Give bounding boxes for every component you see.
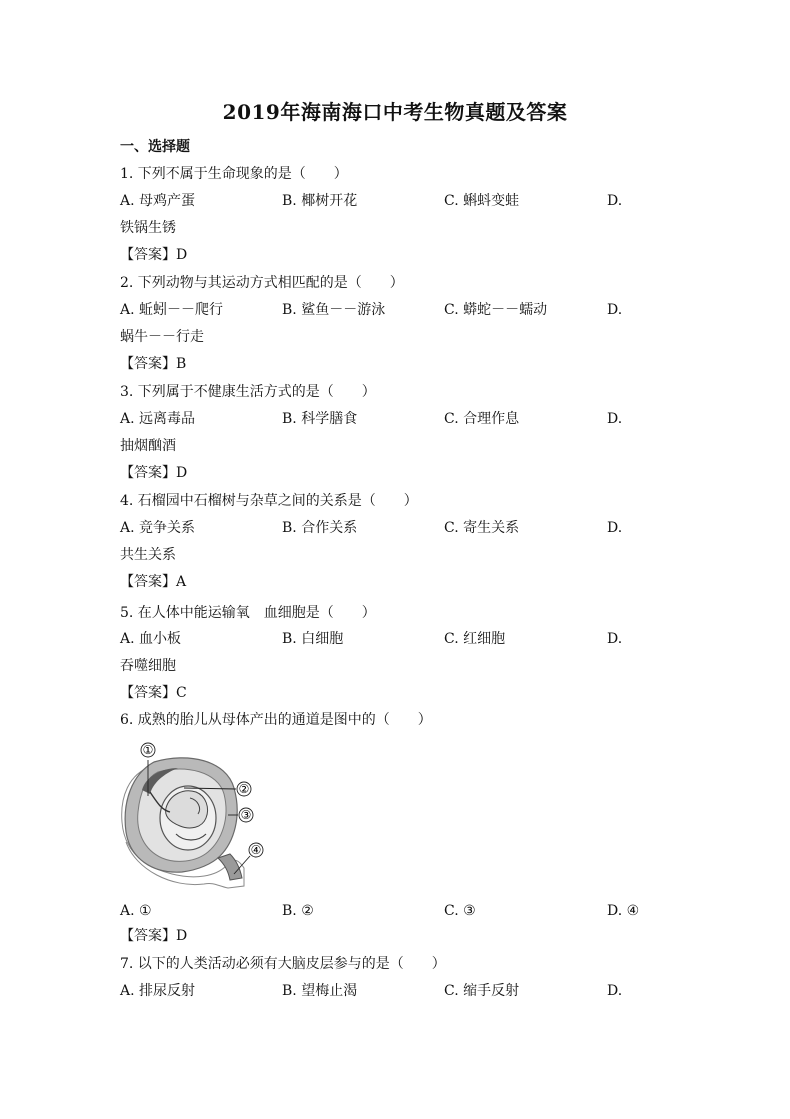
question-stem: 7. 以下的人类活动必须有大脑皮层参与的是（ ） xyxy=(120,956,446,972)
label-4: ④ xyxy=(250,843,262,857)
option-c: C. 红细胞 xyxy=(444,631,506,647)
option-d-text: 抽烟酗酒 xyxy=(120,438,176,454)
option-a: A. ① xyxy=(120,903,152,919)
option-d: D. xyxy=(607,193,623,209)
question-stem: 1. 下列不属于生命现象的是（ ） xyxy=(120,166,348,182)
option-b: B. ② xyxy=(282,903,314,919)
birth-canal xyxy=(218,854,242,880)
option-a: A. 血小板 xyxy=(120,631,182,647)
option-d: D. xyxy=(607,411,623,427)
label-2: ② xyxy=(238,782,250,796)
answer: 【答案】D xyxy=(120,247,188,263)
option-d: D. xyxy=(607,983,623,999)
option-c: C. 缩手反射 xyxy=(444,983,520,999)
answer: 【答案】D xyxy=(120,928,188,944)
option-d-text: 铁锅生锈 xyxy=(120,220,176,236)
option-d-text: 吞噬细胞 xyxy=(120,658,176,674)
question-stem: 4. 石榴园中石榴树与杂草之间的关系是（ ） xyxy=(120,493,418,509)
section-heading: 一、选择题 xyxy=(120,139,190,155)
option-d: D. xyxy=(607,520,623,536)
question-stem: 2. 下列动物与其运动方式相匹配的是（ ） xyxy=(120,275,404,291)
option-d: D. ④ xyxy=(607,903,640,919)
option-d-text: 共生关系 xyxy=(120,547,176,563)
option-c: C. 蟒蛇－－蠕动 xyxy=(444,302,548,318)
question-stem: 3. 下列属于不健康生活方式的是（ ） xyxy=(120,384,376,400)
option-a: A. 竞争关系 xyxy=(120,520,196,536)
option-a: A. 排尿反射 xyxy=(120,983,196,999)
option-a: A. 蚯蚓－－爬行 xyxy=(120,302,224,318)
question-stem: 5. 在人体中能运输氧 血细胞是（ ） xyxy=(120,605,376,621)
option-b: B. 合作关系 xyxy=(282,520,358,536)
option-b: B. 椰树开花 xyxy=(282,193,358,209)
label-3: ③ xyxy=(240,808,252,822)
option-b: B. 鲨鱼－－游泳 xyxy=(282,302,386,318)
option-d: D. xyxy=(607,631,623,647)
option-c: C. ③ xyxy=(444,903,476,919)
option-b: B. 白细胞 xyxy=(282,631,344,647)
label-1: ① xyxy=(142,743,154,757)
answer: 【答案】D xyxy=(120,465,188,481)
uterus-fetus-diagram xyxy=(118,738,268,893)
answer: 【答案】A xyxy=(120,574,187,590)
option-d: D. xyxy=(607,302,623,318)
question-stem: 6. 成熟的胎儿从母体产出的通道是图中的（ ） xyxy=(120,712,432,728)
page-title: 2019年海南海口中考生物真题及答案 xyxy=(222,100,568,124)
option-d-text: 蜗牛－－行走 xyxy=(120,329,204,345)
option-a: A. 远离毒品 xyxy=(120,411,196,427)
option-b: B. 科学膳食 xyxy=(282,411,358,427)
answer: 【答案】C xyxy=(120,685,187,701)
option-a: A. 母鸡产蛋 xyxy=(120,193,196,209)
option-c: C. 蝌蚪变蛙 xyxy=(444,193,520,209)
option-c: C. 合理作息 xyxy=(444,411,520,427)
answer: 【答案】B xyxy=(120,356,187,372)
option-b: B. 望梅止渴 xyxy=(282,983,358,999)
option-c: C. 寄生关系 xyxy=(444,520,520,536)
